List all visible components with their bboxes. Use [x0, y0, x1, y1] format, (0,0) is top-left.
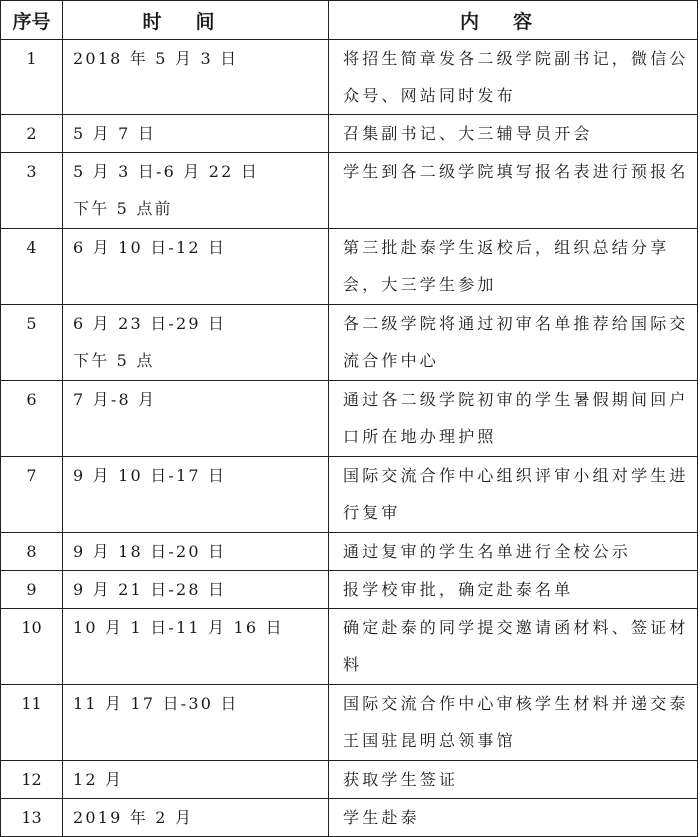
- table-row: [1, 305, 698, 381]
- row-content-cell: [329, 305, 698, 381]
- row-content: 第三批赴泰学生返校后，组织总结分享会，大三学生参加: [343, 238, 670, 294]
- table-row: [1, 381, 698, 457]
- row-time: 5 月 3 日-6 月 22 日 下午 5 点前: [73, 162, 260, 218]
- row-no: 6: [26, 390, 37, 409]
- row-no: 5: [26, 314, 37, 333]
- table-row: [1, 533, 698, 571]
- row-time-cell: [63, 381, 329, 457]
- header-time: 时间: [63, 1, 329, 40]
- row-time-cell: [63, 533, 329, 571]
- row-time: 5 月 7 日: [73, 124, 157, 143]
- row-time-cell: [63, 609, 329, 685]
- row-no-cell: [1, 153, 63, 229]
- row-content-cell: [329, 153, 698, 229]
- row-no-cell: [1, 571, 63, 609]
- row-content-cell: [329, 533, 698, 571]
- row-no: 11: [21, 694, 42, 713]
- row-no: 9: [26, 580, 37, 599]
- row-content-cell: [329, 115, 698, 153]
- row-time-cell: [63, 571, 329, 609]
- row-time-cell: [63, 457, 329, 533]
- row-content: 学生赴泰: [343, 808, 420, 827]
- row-time: 6 月 10 日-12 日: [73, 238, 227, 257]
- row-time-cell: [63, 40, 329, 115]
- table-row: [1, 115, 698, 153]
- row-content: 通过复审的学生名单进行全校公示: [343, 542, 632, 561]
- row-content: 报学校审批，确定赴泰名单: [343, 580, 574, 599]
- row-no-cell: [1, 115, 63, 153]
- row-no: 4: [26, 238, 37, 257]
- row-content: 召集副书记、大三辅导员开会: [343, 124, 593, 143]
- row-no: 3: [26, 162, 37, 181]
- row-content: 各二级学院将通过初审名单推荐给国际交流合作中心: [343, 314, 689, 370]
- table-row: [1, 799, 698, 837]
- row-time: 7 月-8 月: [73, 390, 157, 409]
- row-no: 12: [21, 770, 42, 789]
- row-time: 2018 年 5 月 3 日: [73, 49, 239, 68]
- header-content: 内容: [329, 1, 698, 40]
- table-row: [1, 229, 698, 305]
- row-no-cell: [1, 381, 63, 457]
- row-no-cell: [1, 533, 63, 571]
- row-content: 国际交流合作中心审核学生材料并递交泰王国驻昆明总领事馆: [343, 694, 689, 750]
- table-row: [1, 685, 698, 761]
- row-time-cell: [63, 799, 329, 837]
- row-no: 8: [26, 542, 37, 561]
- row-time: 9 月 21 日-28 日: [73, 580, 227, 599]
- row-time: 9 月 18 日-20 日: [73, 542, 227, 561]
- row-content: 获取学生签证: [343, 770, 459, 789]
- row-time: 10 月 1 日-11 月 16 日: [73, 618, 284, 637]
- row-content: 学生到各二级学院填写报名表进行预报名: [343, 162, 689, 181]
- row-content-cell: [329, 761, 698, 799]
- row-content: 通过各二级学院初审的学生暑假期间回户口所在地办理护照: [343, 390, 689, 446]
- row-no-cell: [1, 305, 63, 381]
- row-no: 2: [26, 124, 37, 143]
- row-time-cell: [63, 153, 329, 229]
- row-no-cell: [1, 229, 63, 305]
- row-no: 1: [26, 49, 37, 68]
- row-no-cell: [1, 609, 63, 685]
- row-content-cell: [329, 381, 698, 457]
- header-no: 序号: [1, 1, 63, 40]
- row-no-cell: [1, 457, 63, 533]
- row-no-cell: [1, 799, 63, 837]
- table-row: [1, 609, 698, 685]
- row-time-cell: [63, 685, 329, 761]
- row-no-cell: [1, 761, 63, 799]
- row-content-cell: [329, 571, 698, 609]
- row-content: 国际交流合作中心组织评审小组对学生进行复审: [343, 466, 689, 522]
- row-no-cell: [1, 40, 63, 115]
- row-content-cell: [329, 229, 698, 305]
- row-time-cell: [63, 115, 329, 153]
- row-no-cell: [1, 685, 63, 761]
- row-content: 确定赴泰的同学提交邀请函材料、签证材料: [343, 618, 689, 674]
- table-header-row: [1, 1, 698, 40]
- row-time-cell: [63, 305, 329, 381]
- table-row: [1, 457, 698, 533]
- row-time-cell: [63, 761, 329, 799]
- row-time: 2019 年 2 月: [73, 808, 194, 827]
- row-no: 10: [21, 618, 42, 637]
- row-time: 12 月: [73, 770, 124, 789]
- row-no: 7: [26, 466, 37, 485]
- row-content: 将招生简章发各二级学院副书记，微信公众号、网站同时发布: [343, 49, 689, 105]
- row-no: 13: [21, 808, 42, 827]
- row-content-cell: [329, 457, 698, 533]
- row-content-cell: [329, 685, 698, 761]
- table-row: [1, 571, 698, 609]
- table-row: [1, 761, 698, 799]
- row-time: 9 月 10 日-17 日: [73, 466, 227, 485]
- row-time: 6 月 23 日-29 日 下午 5 点: [73, 314, 227, 370]
- row-content-cell: [329, 40, 698, 115]
- row-content-cell: [329, 799, 698, 837]
- table-row: [1, 40, 698, 115]
- row-content-cell: [329, 609, 698, 685]
- row-time: 11 月 17 日-30 日: [73, 694, 239, 713]
- table-row: [1, 153, 698, 229]
- row-time-cell: [63, 229, 329, 305]
